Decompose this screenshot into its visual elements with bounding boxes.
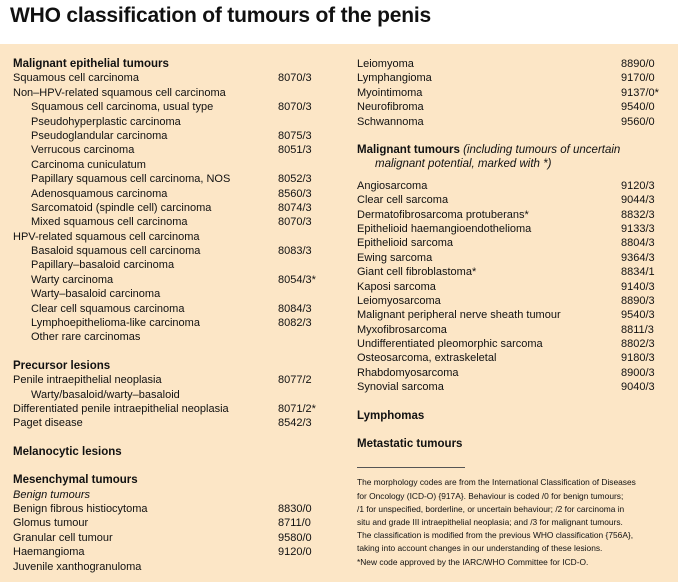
section-heading-precursor: Precursor lesions	[13, 359, 111, 372]
classification-row	[357, 236, 669, 250]
benign-mesenchymal-list-left	[13, 502, 331, 574]
icd-o-code: 8084/3	[278, 302, 312, 315]
tumour-name: Carcinoma cuniculatum	[31, 158, 146, 171]
icd-o-code: 8560/3	[278, 187, 312, 200]
classification-row	[13, 373, 331, 387]
icd-o-code: 8082/3	[278, 317, 312, 330]
classification-row	[13, 230, 331, 244]
tumour-name: Osteosarcoma, extraskeletal	[357, 352, 497, 365]
classification-row	[357, 380, 669, 394]
tumour-name: HPV-related squamous cell carcinoma	[13, 230, 200, 243]
icd-o-code: 8802/3	[621, 338, 655, 351]
tumour-name: Warty carcinoma	[31, 273, 114, 286]
classification-row	[13, 302, 331, 316]
classification-row	[13, 273, 331, 287]
tumour-name: Synovial sarcoma	[357, 381, 444, 394]
icd-o-code: 9540/0	[621, 101, 655, 114]
tumour-name: Dermatofibrosarcoma protuberans*	[357, 208, 529, 221]
icd-o-code: 9120/3	[621, 179, 655, 192]
tumour-name: Mixed squamous cell carcinoma	[31, 216, 188, 229]
left-column	[13, 57, 331, 574]
section-heading-malignant-epithelial: Malignant epithelial tumours	[13, 58, 169, 70]
tumour-name: Clear cell sarcoma	[357, 194, 449, 207]
tumour-name: Sarcomatoid (spindle cell) carcinoma	[31, 201, 212, 214]
tumour-name: Granular cell tumour	[13, 531, 113, 544]
tumour-name: Leiomyoma	[357, 58, 414, 70]
footnote-divider	[357, 467, 465, 468]
icd-o-code: 8070/3	[278, 72, 312, 85]
icd-o-code: 9140/3	[621, 280, 655, 293]
classification-row	[357, 337, 669, 351]
tumour-name: Undifferentiated pleomorphic sarcoma	[357, 338, 543, 351]
classification-row	[13, 71, 331, 85]
icd-o-code: 8890/3	[621, 294, 655, 307]
classification-row	[13, 560, 331, 574]
footnote-line: *New code approved by the IARC/WHO Committee for ICD-O.	[357, 556, 589, 567]
classification-row	[357, 323, 669, 337]
tumour-name: Penile intraepithelial neoplasia	[13, 374, 162, 387]
classification-row	[13, 187, 331, 201]
benign-mesenchymal-list-right	[357, 57, 669, 129]
icd-o-code: 9133/3	[621, 222, 655, 235]
tumour-name: Neurofibroma	[357, 101, 424, 114]
icd-o-code: 8811/3	[621, 323, 654, 336]
classification-row	[13, 172, 331, 186]
tumour-name: Basaloid squamous cell carcinoma	[31, 245, 201, 258]
tumour-name: Papillary squamous cell carcinoma, NOS	[31, 173, 231, 186]
section-heading-mesenchymal: Mesenchymal tumours	[13, 474, 138, 487]
tumour-name: Lymphangioma	[357, 72, 432, 85]
icd-o-code: 9170/0	[621, 72, 655, 85]
malignant-heading-text: Malignant tumours	[357, 143, 460, 156]
icd-o-code: 8832/3	[621, 208, 655, 221]
classification-row	[357, 308, 669, 322]
classification-row	[357, 351, 669, 365]
icd-o-code: 9044/3	[621, 194, 655, 207]
icd-o-code: 8070/3	[278, 101, 312, 114]
classification-row	[357, 115, 669, 129]
footnote-line: The classification is modified from the previous WHO classification {756A},	[357, 530, 634, 541]
icd-o-code: 8834/1	[621, 266, 655, 279]
footnote-line: situ and grade III intraepithelial neoplasia; and /3 for malignant tumours.	[357, 517, 623, 528]
tumour-name: Angiosarcoma	[357, 179, 428, 192]
tumour-name: Benign fibrous histiocytoma	[13, 502, 148, 515]
classification-row	[357, 71, 669, 85]
tumour-name: Papillary–basaloid carcinoma	[31, 259, 175, 272]
classification-row	[13, 416, 331, 430]
icd-o-code: 9120/0	[278, 546, 312, 559]
tumour-name: Malignant peripheral nerve sheath tumour	[357, 309, 561, 322]
tumour-name: Differentiated penile intraepithelial neoplasia	[13, 402, 229, 415]
icd-o-code: 9040/3	[621, 381, 655, 394]
malignant-heading-note-2: malignant potential, marked with *)	[375, 158, 552, 171]
classification-row	[13, 115, 331, 129]
icd-o-code: 8071/2*	[278, 402, 316, 415]
classification-row	[13, 316, 331, 330]
icd-o-code: 9560/0	[621, 115, 655, 128]
classification-row	[357, 366, 669, 380]
tumour-name: Rhabdomyosarcoma	[357, 366, 459, 379]
tumour-name: Warty/basaloid/warty–basaloid	[31, 388, 180, 401]
tumour-name: Squamous cell carcinoma, usual type	[31, 101, 214, 114]
classification-row	[357, 208, 669, 222]
icd-o-code: 9580/0	[278, 531, 312, 544]
tumour-name: Squamous cell carcinoma	[13, 72, 139, 85]
classification-row	[13, 287, 331, 301]
icd-o-code: 8830/0	[278, 502, 312, 515]
classification-row	[13, 86, 331, 100]
classification-row	[13, 330, 331, 344]
malignant-heading-note-1: (including tumours of uncertain	[463, 143, 621, 156]
icd-o-code: 8083/3	[278, 245, 312, 258]
tumour-name: Clear cell squamous carcinoma	[31, 302, 185, 315]
footnote-line: for Oncology (ICD-O) {917A}. Behaviour is coded /0 for benign tumours;	[357, 490, 624, 501]
tumour-name: Adenosquamous carcinoma	[31, 187, 168, 200]
classification-row	[357, 265, 669, 279]
classification-row	[13, 388, 331, 402]
tumour-name: Juvenile xanthogranuloma	[13, 560, 142, 573]
classification-row	[357, 57, 669, 71]
classification-row	[13, 143, 331, 157]
tumour-name: Verrucous carcinoma	[31, 144, 135, 157]
footnote	[357, 476, 675, 568]
icd-o-code: 8052/3	[278, 173, 312, 186]
tumour-name: Glomus tumour	[13, 517, 89, 530]
icd-o-code: 9364/3	[621, 251, 655, 264]
tumour-name: Epithelioid sarcoma	[357, 237, 453, 250]
icd-o-code: 8711/0	[278, 517, 311, 530]
classification-row	[13, 158, 331, 172]
icd-o-code: 9540/3	[621, 309, 655, 322]
footnote-line: /1 for unspecified, borderline, or uncertain behaviour; /2 for carcinoma in	[357, 503, 625, 514]
icd-o-code: 8054/3*	[278, 273, 316, 286]
footnote-line: The morphology codes are from the International Classification of Diseases	[357, 477, 636, 488]
classification-row	[13, 531, 331, 545]
classification-row	[357, 251, 669, 265]
classification-row	[13, 100, 331, 114]
tumour-name: Non–HPV-related squamous cell carcinoma	[13, 86, 226, 99]
tumour-name: Warty–basaloid carcinoma	[31, 288, 161, 301]
tumour-name: Myxofibrosarcoma	[357, 323, 447, 336]
classification-row	[13, 201, 331, 215]
section-heading-melanocytic: Melanocytic lesions	[13, 445, 122, 458]
icd-o-code: 8077/2	[278, 374, 312, 387]
page-title: WHO classification of tumours of the penis	[10, 4, 431, 27]
tumour-name: Schwannoma	[357, 115, 424, 128]
tumour-name: Giant cell fibroblastoma*	[357, 266, 477, 279]
classification-row	[357, 86, 669, 100]
tumour-name: Ewing sarcoma	[357, 251, 433, 264]
classification-row	[357, 222, 669, 236]
tumour-name: Epithelioid haemangioendothelioma	[357, 222, 532, 235]
section-heading-metastatic: Metastatic tumours	[357, 438, 463, 451]
classification-row	[357, 280, 669, 294]
tumour-name: Myointimoma	[357, 86, 423, 99]
icd-o-code: 8074/3	[278, 201, 312, 214]
icd-o-code: 8051/3	[278, 144, 312, 157]
tumour-name: Lymphoepithelioma-like carcinoma	[31, 317, 200, 330]
tumour-name: Kaposi sarcoma	[357, 280, 436, 293]
tumour-name: Other rare carcinomas	[31, 331, 141, 344]
tumour-name: Paget disease	[13, 417, 83, 430]
icd-o-code: 8075/3	[278, 129, 312, 142]
classification-row	[13, 244, 331, 258]
subheading-benign: Benign tumours	[13, 488, 91, 501]
icd-o-code: 8890/0	[621, 58, 655, 70]
classification-row	[357, 100, 669, 114]
classification-row	[13, 545, 331, 559]
tumour-name: Haemangioma	[13, 546, 85, 559]
classification-row	[357, 193, 669, 207]
tumour-name: Pseudoglandular carcinoma	[31, 129, 168, 142]
classification-row	[13, 258, 331, 272]
classification-row	[13, 516, 331, 530]
icd-o-code: 8900/3	[621, 366, 655, 379]
classification-row	[13, 502, 331, 516]
classification-row	[13, 215, 331, 229]
right-column	[357, 57, 669, 569]
malignant-mesenchymal-list	[357, 179, 669, 395]
tumour-name: Leiomyosarcoma	[357, 294, 441, 307]
tumour-name: Pseudohyperplastic carcinoma	[31, 115, 181, 128]
icd-o-code: 8542/3	[278, 417, 312, 430]
icd-o-code: 9180/3	[621, 352, 655, 365]
malignant-epithelial-list	[13, 71, 331, 344]
classification-row	[357, 179, 669, 193]
section-heading-lymphomas: Lymphomas	[357, 409, 425, 422]
footnote-line: taking into account changes in our understanding of these lesions.	[357, 543, 603, 554]
classification-row	[13, 129, 331, 143]
classification-row	[13, 402, 331, 416]
precursor-list	[13, 373, 331, 431]
icd-o-code: 9137/0*	[621, 86, 659, 99]
icd-o-code: 8070/3	[278, 216, 312, 229]
classification-row	[357, 294, 669, 308]
classification-panel	[0, 44, 678, 582]
icd-o-code: 8804/3	[621, 237, 655, 250]
section-heading-malignant-mesenchymal	[357, 143, 669, 172]
